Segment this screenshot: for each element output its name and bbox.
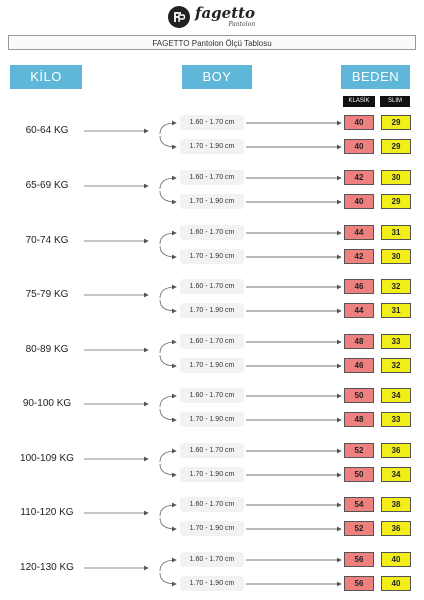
size-group [0, 547, 424, 597]
kilo-range: 75-79 KG [25, 289, 69, 300]
klasik-size: 40 [344, 139, 374, 154]
slim-size: 31 [381, 303, 411, 318]
slim-size: 34 [381, 388, 411, 403]
boy-range: 1.70 - 1.90 cm [180, 521, 244, 536]
slim-size: 30 [381, 170, 411, 185]
size-group [0, 274, 424, 324]
klasik-size: 52 [344, 521, 374, 536]
slim-header: SLIM [380, 96, 410, 107]
slim-size: 34 [381, 467, 411, 482]
boy-range: 1.70 - 1.90 cm [180, 358, 244, 373]
fagetto-logo-icon [168, 6, 190, 28]
klasik-size: 46 [344, 279, 374, 294]
page-title: FAGETTO Pantolon Ölçü Tablosu [8, 35, 416, 50]
brand-name: fagetto [195, 4, 256, 22]
klasik-header: KLASİK [343, 96, 375, 107]
boy-range: 1.60 - 1.70 cm [180, 225, 244, 240]
kilo-range: 65-69 KG [25, 180, 69, 191]
klasik-size: 48 [344, 412, 374, 427]
kilo-range: 110-120 KG [20, 507, 74, 518]
brand-subtitle: Pantolon [228, 21, 256, 28]
boy-range: 1.70 - 1.90 cm [180, 249, 244, 264]
slim-size: 33 [381, 412, 411, 427]
boy-header: BOY [182, 65, 252, 89]
size-group [0, 438, 424, 488]
slim-size: 31 [381, 225, 411, 240]
klasik-size: 42 [344, 249, 374, 264]
klasik-size: 56 [344, 552, 374, 567]
klasik-size: 54 [344, 497, 374, 512]
klasik-size: 50 [344, 388, 374, 403]
boy-range: 1.60 - 1.70 cm [180, 497, 244, 512]
boy-range: 1.70 - 1.90 cm [180, 576, 244, 591]
slim-size: 29 [381, 115, 411, 130]
size-group [0, 329, 424, 379]
kilo-range: 70-74 KG [25, 235, 69, 246]
boy-range: 1.60 - 1.70 cm [180, 443, 244, 458]
size-group [0, 220, 424, 270]
slim-size: 32 [381, 279, 411, 294]
klasik-size: 44 [344, 225, 374, 240]
size-group [0, 165, 424, 215]
size-group [0, 110, 424, 160]
boy-range: 1.70 - 1.90 cm [180, 467, 244, 482]
slim-size: 30 [381, 249, 411, 264]
kilo-range: 60-64 KG [25, 125, 69, 136]
kilo-range: 90-100 KG [22, 398, 72, 409]
boy-range: 1.60 - 1.70 cm [180, 279, 244, 294]
boy-range: 1.60 - 1.70 cm [180, 170, 244, 185]
klasik-size: 52 [344, 443, 374, 458]
klasik-size: 46 [344, 358, 374, 373]
slim-size: 38 [381, 497, 411, 512]
boy-range: 1.70 - 1.90 cm [180, 194, 244, 209]
klasik-size: 44 [344, 303, 374, 318]
slim-size: 29 [381, 139, 411, 154]
boy-range: 1.70 - 1.90 cm [180, 303, 244, 318]
slim-size: 29 [381, 194, 411, 209]
klasik-size: 40 [344, 115, 374, 130]
beden-header: BEDEN [341, 65, 410, 89]
boy-range: 1.60 - 1.70 cm [180, 388, 244, 403]
klasik-size: 48 [344, 334, 374, 349]
slim-size: 40 [381, 576, 411, 591]
slim-size: 32 [381, 358, 411, 373]
brand-logo [168, 6, 255, 28]
boy-range: 1.60 - 1.70 cm [180, 334, 244, 349]
klasik-size: 40 [344, 194, 374, 209]
klasik-size: 42 [344, 170, 374, 185]
boy-range: 1.60 - 1.70 cm [180, 552, 244, 567]
klasik-size: 50 [344, 467, 374, 482]
slim-size: 40 [381, 552, 411, 567]
kilo-range: 100-109 KG [20, 453, 74, 464]
slim-size: 36 [381, 521, 411, 536]
slim-size: 36 [381, 443, 411, 458]
klasik-size: 56 [344, 576, 374, 591]
size-group [0, 492, 424, 542]
kilo-header: KİLO [10, 65, 82, 89]
boy-range: 1.60 - 1.70 cm [180, 115, 244, 130]
kilo-range: 120-130 KG [20, 562, 74, 573]
boy-range: 1.70 - 1.90 cm [180, 412, 244, 427]
kilo-range: 80-89 KG [25, 344, 69, 355]
boy-range: 1.70 - 1.90 cm [180, 139, 244, 154]
size-group [0, 383, 424, 433]
slim-size: 33 [381, 334, 411, 349]
